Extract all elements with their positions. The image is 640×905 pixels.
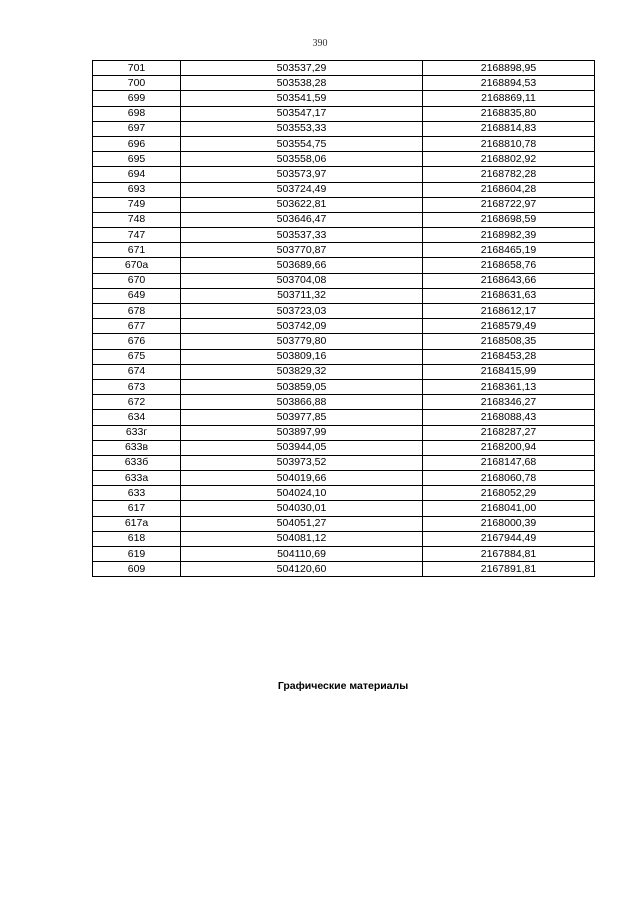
point-number-cell: 619 xyxy=(93,547,181,562)
y-coordinate-cell: 2168631,63 xyxy=(423,288,595,303)
x-coordinate-cell: 503977,85 xyxy=(181,410,423,425)
x-coordinate-cell: 503537,29 xyxy=(181,61,423,76)
y-coordinate-cell: 2168579,49 xyxy=(423,319,595,334)
table-row xyxy=(93,425,595,440)
table-row xyxy=(93,167,595,182)
x-coordinate-cell: 503770,87 xyxy=(181,243,423,258)
point-number-cell: 633а xyxy=(93,471,181,486)
point-number-cell: 677 xyxy=(93,319,181,334)
point-number-cell: 675 xyxy=(93,349,181,364)
x-coordinate-cell: 504024,10 xyxy=(181,486,423,501)
table-row xyxy=(93,501,595,516)
table-row xyxy=(93,531,595,546)
table-row xyxy=(93,516,595,531)
y-coordinate-cell: 2168869,11 xyxy=(423,91,595,106)
y-coordinate-cell: 2167891,81 xyxy=(423,562,595,577)
table-row xyxy=(93,349,595,364)
point-number-cell: 676 xyxy=(93,334,181,349)
table-row xyxy=(93,288,595,303)
table-row xyxy=(93,197,595,212)
y-coordinate-cell: 2168000,39 xyxy=(423,516,595,531)
point-number-cell: 634 xyxy=(93,410,181,425)
table-row xyxy=(93,182,595,197)
x-coordinate-cell: 503742,09 xyxy=(181,319,423,334)
table-row xyxy=(93,304,595,319)
point-number-cell: 672 xyxy=(93,395,181,410)
table-row xyxy=(93,136,595,151)
y-coordinate-cell: 2168508,35 xyxy=(423,334,595,349)
x-coordinate-cell: 503547,17 xyxy=(181,106,423,121)
x-coordinate-cell: 503859,05 xyxy=(181,379,423,394)
point-number-cell: 749 xyxy=(93,197,181,212)
x-coordinate-cell: 504019,66 xyxy=(181,471,423,486)
y-coordinate-cell: 2168810,78 xyxy=(423,136,595,151)
y-coordinate-cell: 2168465,19 xyxy=(423,243,595,258)
table-row xyxy=(93,410,595,425)
table-row xyxy=(93,471,595,486)
y-coordinate-cell: 2168287,27 xyxy=(423,425,595,440)
y-coordinate-cell: 2168361,13 xyxy=(423,379,595,394)
table-row xyxy=(93,334,595,349)
y-coordinate-cell: 2168052,29 xyxy=(423,486,595,501)
x-coordinate-cell: 503704,08 xyxy=(181,273,423,288)
x-coordinate-cell: 504120,60 xyxy=(181,562,423,577)
y-coordinate-cell: 2168814,83 xyxy=(423,121,595,136)
table-row xyxy=(93,228,595,243)
x-coordinate-cell: 504110,69 xyxy=(181,547,423,562)
point-number-cell: 633г xyxy=(93,425,181,440)
point-number-cell: 674 xyxy=(93,364,181,379)
point-number-cell: 670 xyxy=(93,273,181,288)
table-row xyxy=(93,562,595,577)
x-coordinate-cell: 503646,47 xyxy=(181,212,423,227)
y-coordinate-cell: 2168060,78 xyxy=(423,471,595,486)
table-row xyxy=(93,547,595,562)
point-number-cell: 697 xyxy=(93,121,181,136)
x-coordinate-cell: 503723,03 xyxy=(181,304,423,319)
point-number-cell: 670а xyxy=(93,258,181,273)
x-coordinate-cell: 504030,01 xyxy=(181,501,423,516)
table-row xyxy=(93,440,595,455)
x-coordinate-cell: 503554,75 xyxy=(181,136,423,151)
x-coordinate-cell: 503866,88 xyxy=(181,395,423,410)
y-coordinate-cell: 2168782,28 xyxy=(423,167,595,182)
table-row xyxy=(93,395,595,410)
y-coordinate-cell: 2168835,80 xyxy=(423,106,595,121)
y-coordinate-cell: 2168643,66 xyxy=(423,273,595,288)
x-coordinate-cell: 503944,05 xyxy=(181,440,423,455)
table-row xyxy=(93,486,595,501)
coordinates-table xyxy=(92,60,595,577)
coordinates-table-body xyxy=(93,61,595,577)
table-row xyxy=(93,273,595,288)
y-coordinate-cell: 2168453,28 xyxy=(423,349,595,364)
point-number-cell: 698 xyxy=(93,106,181,121)
x-coordinate-cell: 503711,32 xyxy=(181,288,423,303)
point-number-cell: 671 xyxy=(93,243,181,258)
point-number-cell: 747 xyxy=(93,228,181,243)
x-coordinate-cell: 503779,80 xyxy=(181,334,423,349)
table-row xyxy=(93,212,595,227)
point-number-cell: 695 xyxy=(93,152,181,167)
x-coordinate-cell: 503538,28 xyxy=(181,76,423,91)
table-row xyxy=(93,364,595,379)
table-row xyxy=(93,106,595,121)
x-coordinate-cell: 503622,81 xyxy=(181,197,423,212)
section-heading: Графические материалы xyxy=(277,680,409,692)
point-number-cell: 673 xyxy=(93,379,181,394)
y-coordinate-cell: 2168041,00 xyxy=(423,501,595,516)
point-number-cell: 633 xyxy=(93,486,181,501)
y-coordinate-cell: 2168346,27 xyxy=(423,395,595,410)
y-coordinate-cell: 2168898,95 xyxy=(423,61,595,76)
point-number-cell: 617а xyxy=(93,516,181,531)
x-coordinate-cell: 504051,27 xyxy=(181,516,423,531)
x-coordinate-cell: 503973,52 xyxy=(181,455,423,470)
y-coordinate-cell: 2168658,76 xyxy=(423,258,595,273)
table-row xyxy=(93,455,595,470)
point-number-cell: 701 xyxy=(93,61,181,76)
point-number-cell: 609 xyxy=(93,562,181,577)
table-row xyxy=(93,76,595,91)
x-coordinate-cell: 503724,49 xyxy=(181,182,423,197)
x-coordinate-cell: 503897,99 xyxy=(181,425,423,440)
point-number-cell: 633в xyxy=(93,440,181,455)
y-coordinate-cell: 2168200,94 xyxy=(423,440,595,455)
y-coordinate-cell: 2168894,53 xyxy=(423,76,595,91)
table-row xyxy=(93,258,595,273)
y-coordinate-cell: 2167944,49 xyxy=(423,531,595,546)
table-row xyxy=(93,91,595,106)
table-row xyxy=(93,121,595,136)
point-number-cell: 696 xyxy=(93,136,181,151)
point-number-cell: 700 xyxy=(93,76,181,91)
y-coordinate-cell: 2168604,28 xyxy=(423,182,595,197)
y-coordinate-cell: 2168698,59 xyxy=(423,212,595,227)
point-number-cell: 693 xyxy=(93,182,181,197)
y-coordinate-cell: 2168722,97 xyxy=(423,197,595,212)
y-coordinate-cell: 2168147,68 xyxy=(423,455,595,470)
table-row xyxy=(93,319,595,334)
y-coordinate-cell: 2168802,92 xyxy=(423,152,595,167)
point-number-cell: 748 xyxy=(93,212,181,227)
point-number-cell: 618 xyxy=(93,531,181,546)
x-coordinate-cell: 503689,66 xyxy=(181,258,423,273)
y-coordinate-cell: 2168982,39 xyxy=(423,228,595,243)
x-coordinate-cell: 503537,33 xyxy=(181,228,423,243)
x-coordinate-cell: 503558,06 xyxy=(181,152,423,167)
page-number: 390 xyxy=(312,38,328,49)
point-number-cell: 678 xyxy=(93,304,181,319)
y-coordinate-cell: 2168088,43 xyxy=(423,410,595,425)
x-coordinate-cell: 503829,32 xyxy=(181,364,423,379)
point-number-cell: 633б xyxy=(93,455,181,470)
point-number-cell: 699 xyxy=(93,91,181,106)
table-row xyxy=(93,61,595,76)
x-coordinate-cell: 503553,33 xyxy=(181,121,423,136)
table-row xyxy=(93,152,595,167)
table-row xyxy=(93,379,595,394)
x-coordinate-cell: 503809,16 xyxy=(181,349,423,364)
x-coordinate-cell: 504081,12 xyxy=(181,531,423,546)
x-coordinate-cell: 503573,97 xyxy=(181,167,423,182)
table-row xyxy=(93,243,595,258)
point-number-cell: 649 xyxy=(93,288,181,303)
point-number-cell: 694 xyxy=(93,167,181,182)
y-coordinate-cell: 2168415,99 xyxy=(423,364,595,379)
x-coordinate-cell: 503541,59 xyxy=(181,91,423,106)
y-coordinate-cell: 2167884,81 xyxy=(423,547,595,562)
point-number-cell: 617 xyxy=(93,501,181,516)
y-coordinate-cell: 2168612,17 xyxy=(423,304,595,319)
